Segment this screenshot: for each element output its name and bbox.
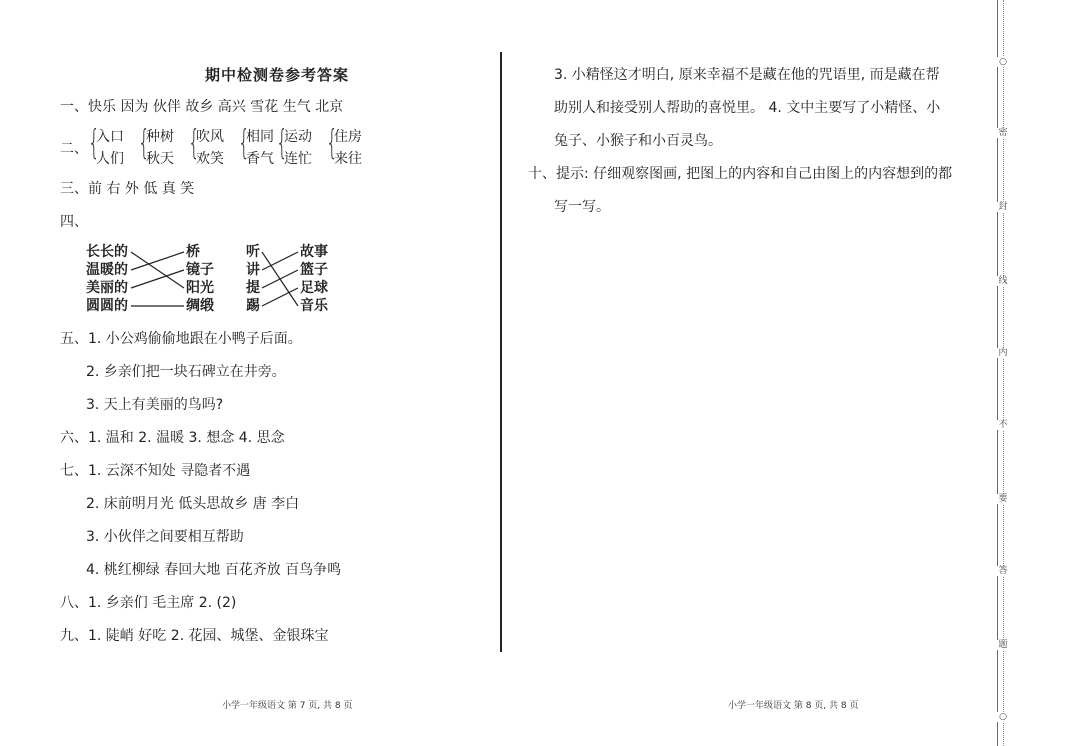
answer-q3: 三、前 右 外 低 真 笑 <box>60 181 195 197</box>
binding-mark: ○ <box>997 712 1009 722</box>
match-word: 篮子 <box>300 262 328 278</box>
match-line <box>131 270 184 288</box>
match-line <box>262 270 298 288</box>
answer-q9-3: 3. 小精怪这才明白, 原来幸福不是藏在他的咒语里, 而是藏在帮 <box>554 67 940 83</box>
binding-mark: 答 <box>998 566 1008 576</box>
answer-q10: 十、提示: 仔细观察图画, 把图上的内容和自己由图上的内容想到的都 <box>528 166 953 182</box>
matching-lines <box>0 0 500 330</box>
q2-label: 二、 <box>60 141 88 157</box>
brace-icon: { <box>276 123 288 163</box>
page-title: 期中检测卷参考答案 <box>205 66 350 84</box>
binding-dotted-line <box>1003 0 1004 746</box>
match-word: 足球 <box>300 280 328 296</box>
match-word: 温暖的 <box>86 262 128 278</box>
match-line <box>131 252 184 288</box>
q2-word: 连忙 <box>284 151 312 167</box>
q4-label: 四、 <box>60 214 88 230</box>
match-word: 故事 <box>300 244 328 260</box>
match-word: 踢 <box>246 298 260 314</box>
answer-q8: 八、1. 乡亲们 毛主席 2. (2) <box>60 595 237 611</box>
q2-word: 吹风 <box>196 129 224 145</box>
q2-word: 相同 <box>246 129 274 145</box>
brace-icon: { <box>188 123 200 163</box>
answer-q7-1: 七、1. 云深不知处 寻隐者不遇 <box>60 463 251 479</box>
answer-q9-3-end: 兔子、小猴子和小百灵鸟。 <box>554 133 722 149</box>
binding-mark: 封 <box>998 202 1008 212</box>
match-word: 镜子 <box>186 262 214 278</box>
footer-left: 小学一年级语文 第 7 页, 共 8 页 <box>222 701 353 711</box>
binding-mark: 要 <box>998 494 1008 504</box>
binding-mark: 题 <box>998 640 1008 650</box>
binding-mark: ○ <box>997 57 1009 67</box>
match-line <box>131 252 184 270</box>
match-word: 美丽的 <box>86 280 128 296</box>
match-word: 桥 <box>186 244 200 260</box>
match-word: 圆圆的 <box>86 298 128 314</box>
brace-icon: { <box>238 123 250 163</box>
match-word: 绸缎 <box>186 298 214 314</box>
answer-q9: 九、1. 陡峭 好吃 2. 花园、城堡、金银珠宝 <box>60 628 329 644</box>
q2-word: 入口 <box>96 129 124 145</box>
answer-q6: 六、1. 温和 2. 温暖 3. 想念 4. 思念 <box>60 430 285 446</box>
match-word: 讲 <box>246 262 260 278</box>
answer-q7-4: 4. 桃红柳绿 春回大地 百花齐放 百鸟争鸣 <box>86 562 342 578</box>
answer-q1: 一、快乐 因为 伙伴 故乡 高兴 雪花 生气 北京 <box>60 99 344 115</box>
q2-word: 住房 <box>334 129 362 145</box>
q2-word: 欢笑 <box>196 151 224 167</box>
answer-q5-2: 2. 乡亲们把一块石碑立在井旁。 <box>86 364 286 380</box>
binding-mark: 不 <box>998 420 1008 430</box>
answer-q9-3-cont: 助别人和接受别人帮助的喜悦里。 4. 文中主要写了小精怪、小 <box>554 100 941 116</box>
q2-word: 香气 <box>246 151 274 167</box>
brace-icon: { <box>326 123 338 163</box>
match-word: 音乐 <box>300 298 328 314</box>
match-word: 长长的 <box>86 244 128 260</box>
q2-word: 种树 <box>146 129 174 145</box>
answer-q5-3: 3. 天上有美丽的鸟吗? <box>86 397 224 413</box>
q2-word: 来往 <box>334 151 362 167</box>
match-word: 阳光 <box>186 280 214 296</box>
binding-mark: 密 <box>998 128 1008 138</box>
footer-right: 小学一年级语文 第 8 页, 共 8 页 <box>728 701 859 711</box>
brace-icon: { <box>88 123 100 163</box>
binding-line <box>997 0 998 746</box>
q2-word: 秋天 <box>146 151 174 167</box>
match-word: 提 <box>246 280 260 296</box>
brace-icon: { <box>138 123 150 163</box>
column-divider <box>500 52 502 652</box>
answer-q7-2: 2. 床前明月光 低头思故乡 唐 李白 <box>86 496 300 512</box>
q2-word: 人们 <box>96 151 124 167</box>
answer-q7-3: 3. 小伙伴之间要相互帮助 <box>86 529 244 545</box>
match-word: 听 <box>246 244 260 260</box>
answer-q10-cont: 写一写。 <box>554 199 610 215</box>
binding-mark: 内 <box>998 348 1008 358</box>
answer-q5-1: 五、1. 小公鸡偷偷地跟在小鸭子后面。 <box>60 331 302 347</box>
binding-mark: 线 <box>998 276 1008 286</box>
q2-word: 运动 <box>284 129 312 145</box>
